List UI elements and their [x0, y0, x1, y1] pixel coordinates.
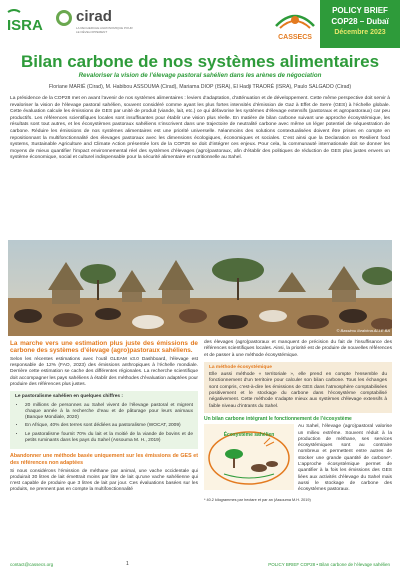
- contact-link[interactable]: contact@cassecs.org: [10, 562, 54, 567]
- section-heading-estimation: La marche vers une estimation plus juste des émissions de carbone des systèmes d’élevage (agro)pastoraux sahéliens.: [10, 340, 198, 355]
- cassecs-logo: [270, 4, 320, 44]
- brief-label: POLICY BRIEF: [332, 6, 388, 15]
- footnote: * 40.2 kilogrammes par hectare et par an (Assouma M.H. 2019): [204, 497, 311, 502]
- brief-event: COP28 – Dubaï: [331, 17, 389, 26]
- intro-paragraph: La présidence de la COP28 met en avant l’avenir de nos systèmes alimentaires : leviers d’adaptation, d’atténuation et de développement. Cette même perspective doit servir à revaloriser la vision de l’élevage pastoral sahélien, souvent considéré comme ayant les plus fortes intensités d’émission de Gaz à Effet de Serre (GES) à l’échelle globale. Cette évaluation calcule les émissions de GES par unité de produit (viande, lait, etc.) ce qui défavorise les systèmes d’élevage extensifs (pastoraux et agropastoraux) car peu productifs. Les références scientifiques locales sont insuffisantes pour établir une vision plus réelle. En matière de bilan carbone suivant une approche écosystémique, les résultats sont tout autres, et les écosystèmes pastoraux sahéliens s’inscrivent dans une trajectoire de neutralité carbone avec même un léger potentiel de séquestration de carbone. Réduire les émissions de nos systèmes alimentaires est une priorité universelle. Néanmoins des solutions contextualisées doivent être prises en compte en repositionnant la multifonctionnalité des élevages pastoraux avec les dimensions écologiques, économiques et sociales. C’est ainsi que la Declaration on Resilient food systems, Sustainable Agriculture and Climate Action présentée lors de la COP28 se doit d’intégrer ces enjeux. Pour cela, la communauté internationale doit se donner les moyens de mieux quantifier l’impact environnemental réel des systèmes d’élevages (agro)pastoraux, afin d’établir des politiques de réduction de GES plus justes envers un système économique, social et culturel indispensable pour la sécurité alimentaire et nutritionnelle au Sahel.: [10, 96, 390, 161]
- figure-item: • Le pastoralisme fournit 70% du lait et la moitié de la viande de bovins et de petits ruminants dans les pays du Sahel (Assouma M. H., 2019): [25, 432, 193, 445]
- method-box-text: Elle aussi méthode « territoriale », elle prend en compte l’ensemble du fonctionnement d’un territoire pour calculer son bilan carbone. Tous les échanges sont compris, c’est-à-dire les émissions de GES dans l’atmosphère comptabilisées positivement et le stockage du carbone dans l’écosystème comptabilisé négativement. Cette méthode s’adapte mieux aux systèmes d’élevage extensifs à faible niveau d’intrants du Sahel.: [209, 372, 387, 409]
- cirad-mark-icon: [56, 10, 72, 26]
- svg-text:Écosystème sahélien: Écosystème sahélien: [223, 432, 275, 439]
- paragraph-continued: des élevages (agro)pastoraux et manquent de précision du fait de l’insuffisance des références scientifiques locales. Ainsi, la priorité est de produire de nouvelles références et de passer à une méthode écosystémique.: [204, 340, 392, 358]
- figures-box-title: Le pastoralisme sahélien en quelques chiffres :: [15, 394, 123, 400]
- ecosystem-method-box: [204, 362, 392, 413]
- figure-item: • 20 millions de personnes au Sahel vivent de l’élevage pastoral et migrent chaque année à la recherche d’eau et de pâturage pour leurs animaux (Banque Mondiale, 2020): [25, 403, 193, 422]
- diagram-row: [204, 424, 392, 493]
- figure-item: • En Afrique, 40% des terres sont dédiées au pastoralisme (WOCAT, 2009): [25, 423, 193, 429]
- diagram-heading: Un bilan carbone intégrant le fonctionnement de l’écosystème: [204, 415, 352, 422]
- brief-date: Décembre 2023: [334, 29, 386, 36]
- page-footer: [0, 560, 400, 572]
- footer-title: POLICY BRIEF COP28 • Bilan carbone de l’élevage sahélien: [268, 562, 390, 567]
- pastoralism-figures-box: [10, 391, 198, 449]
- svg-text:ISRA: ISRA: [7, 17, 43, 34]
- cirad-logo: [56, 8, 136, 38]
- authors: Floriane MARIÉ (Cirad), M. Habibou ASSOUMA (Cirad), Mariama DIOP (ISRA), El Hadji TRAORÉ (ISRA), Paulo SALGADO (Cirad): [48, 84, 352, 90]
- ecosystem-diagram: [204, 424, 294, 490]
- page-subtitle: Revaloriser la vision de l’élevage pastoral sahélien dans les arènes de négociation: [78, 72, 322, 79]
- svg-text:CASSECS: CASSECS: [278, 34, 312, 41]
- right-column: [204, 340, 392, 503]
- page-title: Bilan carbone de nos systèmes alimentaires: [20, 52, 380, 71]
- method-box-title: La méthode écosystémique: [209, 364, 272, 370]
- cirad-name: cirad: [76, 8, 112, 25]
- paragraph-methane: Si nous considérons l’émission de méthane par animal, une vache occidentale qui produirait 30 litres de lait émettrait moins par litre de lait qu’une vache sahélienne qui n’est capable de produire que 3 litres de lait par jour. Ces évaluations basées sur les produits, ne prennent pas en compte la multifonctionnalité: [10, 468, 198, 493]
- policy-brief-badge: [320, 0, 400, 48]
- section-heading-method: Abandonner une méthode basée uniquement sur les émissions de GES et des références non adaptées: [10, 453, 198, 466]
- left-column: [10, 340, 198, 494]
- diagram-description: Au Sahel, l’élevage (agro)pastoral valorise un milieu extrême. Souvent réduit à la production de méthane, ses services écosystémiques sont au contraire nombreux et permettent entre autres de stocker une grande quantité de carbone*. L’approche écosystémique permet de quantifier à la fois les émissions des GES liées aux activités d’élevage du Sahel mais aussi le stockage de carbone des écosystèmes pastoraux.: [298, 424, 392, 493]
- paragraph-gleam: Selon les récentes estimations avec l’outil GLEAM v3.0 Dashboard, l’élevage est responsable de 12% (FAO, 2023) des émissions anthropiques à l’échelle mondiale. Derrière cette estimation se cache des différentes régionales. La recherche scientifique doit accompagner les pays sahéliens à établir des méthodes d’évaluation adaptées pour produire des références plus justes.: [10, 356, 198, 387]
- photo-credit: © Bassirou Ibrahima ALLE BA: [336, 328, 390, 333]
- cattle-herd-photo: [8, 240, 392, 336]
- cirad-tagline: LA RECHERCHE AGRONOMIQUE POUR LE DÉVELOPPEMENT: [76, 26, 133, 34]
- isra-logo: [6, 8, 46, 34]
- page-number: 1: [126, 561, 129, 567]
